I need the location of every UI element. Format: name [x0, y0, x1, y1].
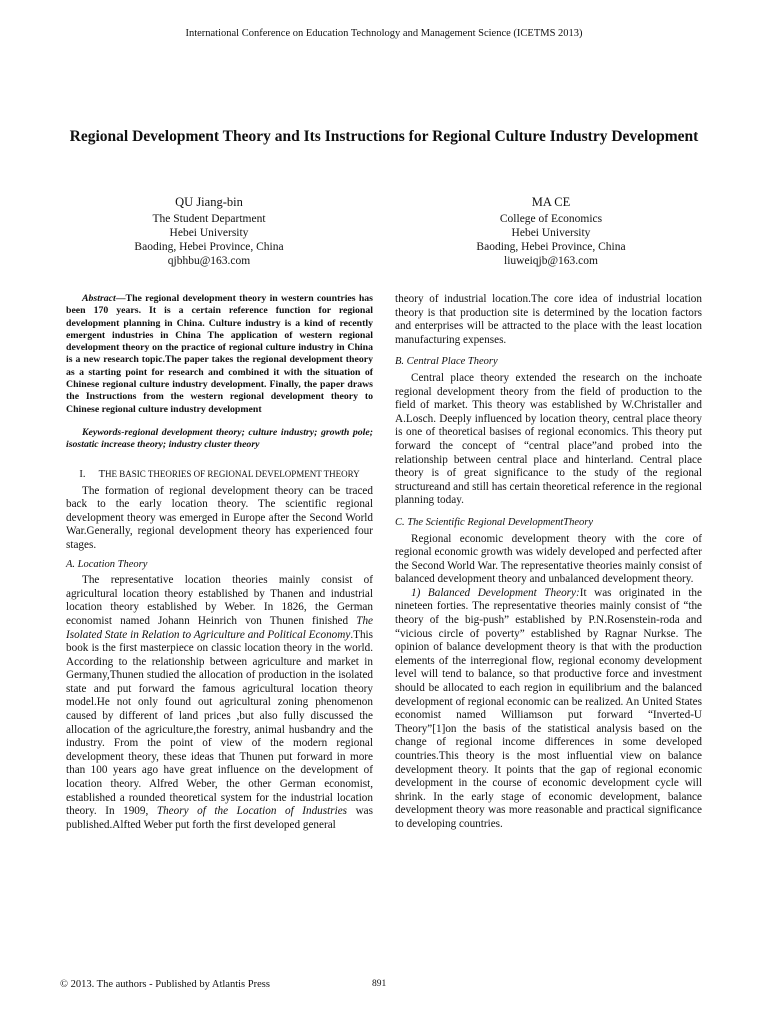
abstract-text: —The regional development theory in western countries has been 170 years. It is a certain reference function for regional development planning in China. Culture industry is a kind of recently emergent industries in China The application of western regional development theory on the practice of regional culture industry in China is a new research topic.The paper takes the regional development theory as a starting point for research and combined it with the situation of Chinese regional culture industry development. Finally, the paper draws the Instructions from the western regional development theory to Chinese regional culture industry development — [66, 293, 373, 415]
paragraph-central-place: Central place theory extended the research on the inchoate regional development theory from the field of production to the field of market. This theory was established by W.Christaller and A.Losch. Deeply influenced by location theory, central place theory is one of theoretical basises of regional economics. This theory put forward the concept of “central place”and probed into the relationship between central place and hinterland. Central place theory is of great significance to the study of the regional structureand and still has certain theoretical reference in the regional planning today. — [395, 371, 702, 507]
subsubsection-heading: 1) Balanced Development Theory: — [411, 586, 580, 599]
left-column — [66, 293, 373, 832]
right-column — [395, 293, 702, 832]
author-email: qjbhbu@163.com — [167, 255, 251, 267]
copyright-footer: © 2013. The authors - Published by Atlantis Press — [60, 979, 270, 990]
subsection-heading-b: B. Central Place Theory — [395, 356, 498, 368]
author-univ: Hebei University — [169, 227, 249, 239]
author-dept: The Student Department — [152, 213, 266, 225]
author-name: MA CE — [531, 195, 571, 209]
author-univ: Hebei University — [511, 227, 591, 239]
section-title: HE BASIC THEORIES OF REGIONAL DEVELOPMENT THEORY — [105, 468, 360, 479]
text-run: .This book is the first masterpiece on classic location theory in the world. According to the relationship between agriculture and market in Germany,Thunen studied the allocation of production in the isolated state and put forward the famous agricultural location theory model.He not only found out agricultural zoning phenomenon caused by different of land prices ,but also fully discussed the allocation of the agriculture,the forestry, animal husbandry and the industry. From the point of view of the modern regional development theory, these ideas that Thunen put forward in more than 100 years ago have great influence on the development of location theory. Alfred Weber, the other German economist, established a rounded theoretical system for the industrial location theory. In 1909, — [66, 628, 373, 818]
section-number: I. — [79, 468, 86, 480]
author-email: liuweiqjb@163.com — [504, 255, 598, 267]
section-first-letter: T — [98, 468, 105, 480]
text-run: It was originated in the nineteen forties. The representative theories mainly consist of “the theory of the big-push” established by P.N.Rosenstein-roda and “vicious circle of poverty” established by Ragnar Nurkse. The opinion of balance development theory is that with the production elements of the interregional flow, regional economy development level will tend to balance, so that productive force and investment should be allocated to each region in equilibrium and the balanced development of regional economic can be realized. An United States economist named Williamson put forward “Inverted-U Theory”[1]on the basis of the statistical analysis based on the change of regional income differences in some developed countries.This theory is the most influential view on balance development theory. It points that the gap of regional economic development in the course of economic development cycle will shrink. In the early stage of economic development, balance development theory was more reasonable and practical significance to developing countries. — [395, 586, 702, 830]
page-number: 891 — [372, 979, 387, 989]
paragraph-continued: theory of industrial location.The core idea of industrial location theory is that production site is determined by the location factors and enterprises will be attracted to the place with the least location manufacturing expenses. — [395, 293, 702, 346]
author-location: Baoding, Hebei Province, China — [476, 241, 626, 253]
author-dept: College of Economics — [499, 213, 603, 225]
book-title: Theory of the Location of Industries — [156, 805, 348, 818]
book-title: The Isolated State in Relation to Agriculture and Political Economy — [66, 614, 373, 641]
keywords: Keywords-regional development theory; culture industry; growth pole; isostatic increase theory; industry cluster theory — [66, 426, 373, 451]
abstract-label: Abstract — [82, 293, 116, 304]
author-block-2 — [426, 195, 676, 268]
author-location: Baoding, Hebei Province, China — [134, 241, 284, 253]
paragraph-balanced-development — [395, 587, 702, 832]
section-heading-1 — [66, 468, 373, 481]
paper-title: Regional Development Theory and Its Instructions for Regional Culture Industry Development — [69, 128, 699, 145]
text-run: The representative location theories mainly consist of agricultural location theory established by Thanen and industrial location theory established by Weber. In 1826, the German economist named Johann Heinrich von Thunen finished — [66, 574, 373, 627]
paragraph-regional-development: Regional economic development theory with the core of regional economic growth was widely developed and perfected after the Second World War. The representative theories mainly consist of balanced development theory and unbalanced development theory. — [395, 532, 702, 586]
author-block-1 — [84, 195, 334, 268]
abstract — [66, 293, 373, 416]
text-run: was published.Alfted Weber put forth the first developed general — [66, 805, 373, 831]
author-name: QU Jiang-bin — [175, 195, 243, 209]
paragraph-location-theory — [66, 574, 373, 832]
subsection-heading-c: C. The Scientific Regional DevelopmentTheory — [395, 516, 593, 528]
running-header: International Conference on Education Technology and Management Science (ICETMS 2013) — [185, 28, 583, 39]
subsection-heading-a: A. Location Theory — [66, 558, 148, 570]
paragraph-intro: The formation of regional development theory can be traced back to the early location theory. The scientific regional development theory was emerged in Europe after the Second World War.Generally, regional development theory has experienced four stages. — [66, 484, 373, 551]
